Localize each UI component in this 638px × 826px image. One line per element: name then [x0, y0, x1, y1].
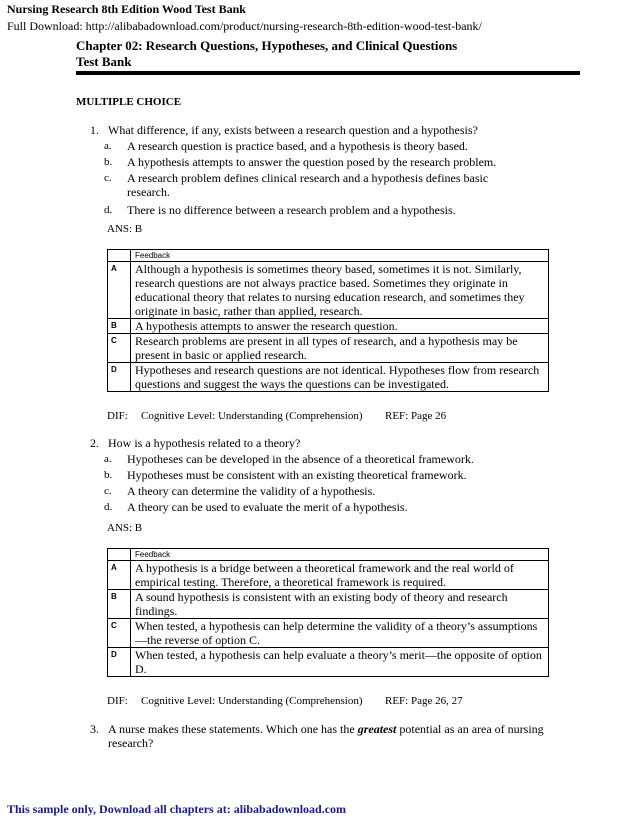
feedback-text: Research problems are present in all types of research, and a hypothesis may be present in basic or applied research.	[131, 334, 549, 363]
feedback-text: Hypotheses and research questions are not identical. Hypotheses flow from research questions and suggest the ways the questions can be investigated.	[131, 363, 549, 392]
option-letter: c.	[104, 172, 112, 184]
feedback-row	[108, 561, 549, 590]
feedback-table	[107, 548, 549, 677]
feedback-letter: D	[108, 363, 131, 392]
document-title: Nursing Research 8th Edition Wood Test Bank	[7, 2, 246, 16]
metadata-line	[107, 695, 567, 709]
dif-value: Cognitive Level: Understanding (Comprehension)	[141, 695, 363, 707]
option-letter: c.	[104, 485, 112, 497]
dif-label: DIF:	[107, 410, 128, 422]
feedback-letter: B	[108, 590, 131, 619]
option-text: A theory can determine the validity of a hypothesis.	[127, 484, 376, 498]
feedback-row	[108, 363, 549, 392]
dif-label: DIF:	[107, 695, 128, 707]
question-number: 2.	[90, 436, 99, 450]
option-letter: a.	[104, 453, 112, 465]
feedback-text: A hypothesis is a bridge between a theoretical framework and the real world of empirical testing. Therefore, a theoretical framework is required.	[131, 561, 549, 590]
feedback-letter: C	[108, 619, 131, 648]
stem-emphasis: greatest	[357, 722, 397, 736]
feedback-corner	[108, 250, 131, 262]
option-letter: d.	[104, 501, 113, 513]
option-text: A research question is practice based, and a hypothesis is theory based.	[127, 139, 468, 153]
feedback-header-row	[108, 549, 549, 561]
feedback-row	[108, 590, 549, 619]
ref-value: REF: Page 26, 27	[385, 695, 463, 707]
feedback-row	[108, 648, 549, 677]
feedback-letter: B	[108, 319, 131, 334]
feedback-corner	[108, 549, 131, 561]
feedback-header: Feedback	[131, 250, 549, 262]
feedback-text: A hypothesis attempts to answer the research question.	[131, 319, 549, 334]
feedback-row	[108, 619, 549, 648]
chapter-heading	[76, 38, 457, 70]
question-number: 3.	[90, 722, 99, 736]
download-link[interactable]: http://alibabadownload.com/product/nursing-research-8th-edition-wood-test-bank/	[85, 19, 482, 33]
question-number: 1.	[90, 123, 99, 137]
option-letter: b.	[104, 469, 113, 481]
feedback-text: A sound hypothesis is consistent with an existing body of theory and research findings.	[131, 590, 549, 619]
option-text: Hypotheses can be developed in the absence of a theoretical framework.	[127, 452, 474, 466]
heading-rule	[76, 71, 580, 75]
question-stem: What difference, if any, exists between a research question and a hypothesis?	[108, 123, 478, 137]
section-title: MULTIPLE CHOICE	[76, 96, 182, 108]
footer-notice: This sample only, Download all chapters at: alibabadownload.com	[7, 802, 347, 816]
stem-part: potential as an area of nursing research?	[108, 722, 544, 750]
feedback-header-row	[108, 250, 549, 262]
download-label: Full Download:	[7, 19, 83, 33]
dif-value: Cognitive Level: Understanding (Comprehension)	[141, 410, 363, 422]
download-line	[7, 19, 482, 34]
answer-key: ANS: B	[107, 522, 143, 534]
feedback-row	[108, 262, 549, 319]
feedback-text: Although a hypothesis is sometimes theory based, sometimes it is not. Similarly, research questions are not always practice based. Sometimes they originate in educational theory that relates to nursing education research, and sometimes they originate in basic, rather than applied, research.	[131, 262, 549, 319]
option-text: A research problem defines clinical research and a hypothesis defines basic research.	[127, 171, 489, 199]
option-text: A theory can be used to evaluate the merit of a hypothesis.	[127, 500, 408, 514]
feedback-text: When tested, a hypothesis can help evaluate a theory’s merit—the opposite of option D.	[131, 648, 549, 677]
feedback-text: When tested, a hypothesis can help determine the validity of a theory’s assumptions—the reverse of option C.	[131, 619, 549, 648]
option-text: A hypothesis attempts to answer the question posed by the research problem.	[127, 155, 497, 169]
feedback-table	[107, 249, 549, 392]
feedback-row	[108, 334, 549, 363]
stem-part: A nurse makes these statements. Which one has the	[108, 722, 358, 736]
metadata-line	[107, 410, 567, 424]
question-stem: How is a hypothesis related to a theory?	[108, 436, 301, 450]
chapter-subtitle: Test Bank	[76, 54, 132, 69]
question-stem	[108, 722, 568, 750]
feedback-letter: D	[108, 648, 131, 677]
option-letter: a.	[104, 140, 112, 152]
feedback-header: Feedback	[131, 549, 549, 561]
feedback-letter: A	[108, 262, 131, 319]
ref-value: REF: Page 26	[385, 410, 447, 422]
feedback-letter: A	[108, 561, 131, 590]
option-text: Hypotheses must be consistent with an existing theoretical framework.	[127, 468, 467, 482]
option-letter: d.	[104, 204, 113, 216]
option-text: There is no difference between a research problem and a hypothesis.	[127, 203, 456, 217]
feedback-row	[108, 319, 549, 334]
feedback-letter: C	[108, 334, 131, 363]
chapter-title: Chapter 02: Research Questions, Hypotheses, and Clinical Questions	[76, 38, 458, 53]
answer-key: ANS: B	[107, 223, 143, 235]
option-letter: b.	[104, 156, 113, 168]
